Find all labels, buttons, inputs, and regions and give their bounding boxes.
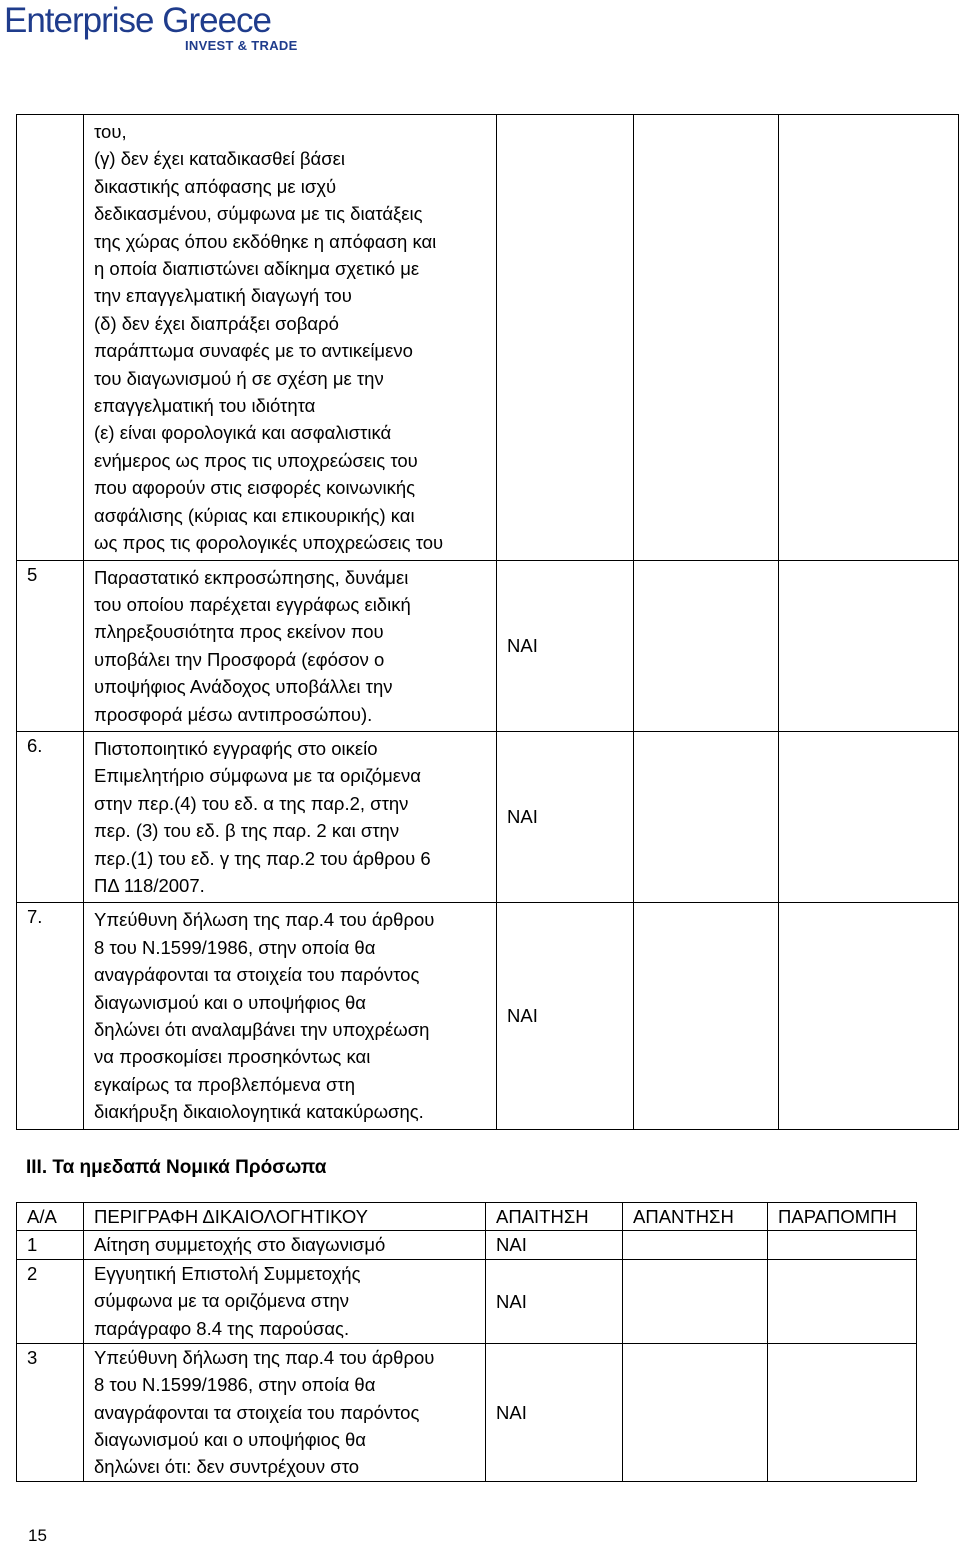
row-answer	[634, 115, 779, 561]
row-requirement	[497, 115, 634, 561]
table-header-row	[17, 1203, 917, 1231]
row-reference	[779, 731, 959, 902]
row-answer	[634, 731, 779, 902]
row-number: 5	[17, 560, 84, 731]
table-row	[17, 1343, 917, 1481]
row-reference	[779, 560, 959, 731]
header-requirement: ΑΠΑΙΤΗΣΗ	[486, 1203, 623, 1231]
row-reference	[779, 903, 959, 1129]
table-row	[17, 903, 959, 1129]
table-row	[17, 1231, 917, 1259]
row-answer	[623, 1231, 768, 1259]
row-description: Πιστοποιητικό εγγραφής στο οικείο Επιμελητήριο σύμφωνα με τα οριζόμενα στην περ.(4) του εδ. α της παρ.2, στην περ. (3) του εδ. β της παρ. 2 και στην περ.(1) του εδ. γ της παρ.2 του άρθρου 6 ΠΔ 118/2007.	[84, 731, 497, 902]
row-description: Υπεύθυνη δήλωση της παρ.4 του άρθρου 8 του Ν.1599/1986, στην οποία θα αναγράφονται τα στοιχεία του παρόντος διαγωνισμού και ο υποψήφιος θα δηλώνει ότι αναλαμβάνει την υποχρέωση να προσκομίσει προσηκόντως και εγκαίρως τα προβλεπόμενα στη διακήρυξη δικαιολογητικά κατακύρωσης.	[84, 903, 497, 1129]
row-description: Παραστατικό εκπροσώπησης, δυνάμει του οποίου παρέχεται εγγράφως ειδική πληρεξουσιότητα προς εκείνον που υποβάλει την Προσφορά (εφόσον ο υποψήφιος Ανάδοχος υποβάλλει την προσφορά μέσω αντιπροσώπου).	[84, 560, 497, 731]
row-reference	[768, 1231, 917, 1259]
header-description: ΠΕΡΙΓΡΑΦΗ ΔΙΚΑΙΟΛΟΓΗΤΙΚΟΥ	[84, 1203, 486, 1231]
table-row	[17, 560, 959, 731]
enterprise-greece-logo	[4, 1, 298, 53]
row-requirement: ΝΑΙ	[486, 1259, 623, 1343]
legal-entities-documents-table	[16, 1202, 917, 1482]
header-reference: ΠΑΡΑΠΟΜΠΗ	[768, 1203, 917, 1231]
row-number: 6.	[17, 731, 84, 902]
logo-wordmark: Enterprise Greece	[4, 1, 272, 40]
table-row	[17, 115, 959, 561]
table-row	[17, 1259, 917, 1343]
row-answer	[623, 1259, 768, 1343]
section-heading: III. Τα ημεδαπά Νομικά Πρόσωπα	[26, 1157, 327, 1178]
documents-table-continued	[16, 114, 959, 1130]
row-requirement: ΝΑΙ	[497, 903, 634, 1129]
row-number: 1	[17, 1231, 84, 1259]
row-description: Υπεύθυνη δήλωση της παρ.4 του άρθρου 8 του Ν.1599/1986, στην οποία θα αναγράφονται τα στοιχεία του παρόντος διαγωνισμού και ο υποψήφιος θα δηλώνει ότι: δεν συντρέχουν στο	[84, 1343, 486, 1481]
row-number: 2	[17, 1259, 84, 1343]
row-requirement: ΝΑΙ	[497, 731, 634, 902]
row-answer	[634, 560, 779, 731]
row-number	[17, 115, 84, 561]
row-reference	[768, 1259, 917, 1343]
page-number: 15	[28, 1526, 47, 1545]
row-number: 3	[17, 1343, 84, 1481]
table-row	[17, 731, 959, 902]
row-requirement: ΝΑΙ	[486, 1343, 623, 1481]
row-description: Αίτηση συμμετοχής στο διαγωνισμό	[84, 1231, 486, 1259]
row-requirement: ΝΑΙ	[497, 560, 634, 731]
row-answer	[634, 903, 779, 1129]
row-answer	[623, 1343, 768, 1481]
row-reference	[779, 115, 959, 561]
header-answer: ΑΠΑΝΤΗΣΗ	[623, 1203, 768, 1231]
row-number: 7.	[17, 903, 84, 1129]
header-aa: Α/Α	[17, 1203, 84, 1231]
logo-tagline: INVEST & TRADE	[185, 38, 298, 53]
row-requirement: ΝΑΙ	[486, 1231, 623, 1259]
row-description: του, (γ) δεν έχει καταδικασθεί βάσει δικαστικής απόφασης με ισχύ δεδικασμένου, σύμφωνα με τις διατάξεις της χώρας όπου εκδόθηκε η απόφαση και η οποία διαπιστώνει αδίκημα σχετικό με την επαγγελματική διαγωγή του (δ) δεν έχει διαπράξει σοβαρό παράπτωμα συναφές με το αντικείμενο του διαγωνισμού ή σε σχέση με την επαγγελματική του ιδιότητα (ε) είναι φορολογικά και ασφαλιστικά ενήμερος ως προς τις υποχρεώσεις του που αφορούν στις εισφορές κοινωνικής ασφάλισης (κύριας και επικουρικής) και ως προς τις φορολογικές υποχρεώσεις του	[84, 115, 497, 561]
row-reference	[768, 1343, 917, 1481]
row-description: Εγγυητική Επιστολή Συμμετοχής σύμφωνα με τα οριζόμενα στην παράγραφο 8.4 της παρούσας.	[84, 1259, 486, 1343]
